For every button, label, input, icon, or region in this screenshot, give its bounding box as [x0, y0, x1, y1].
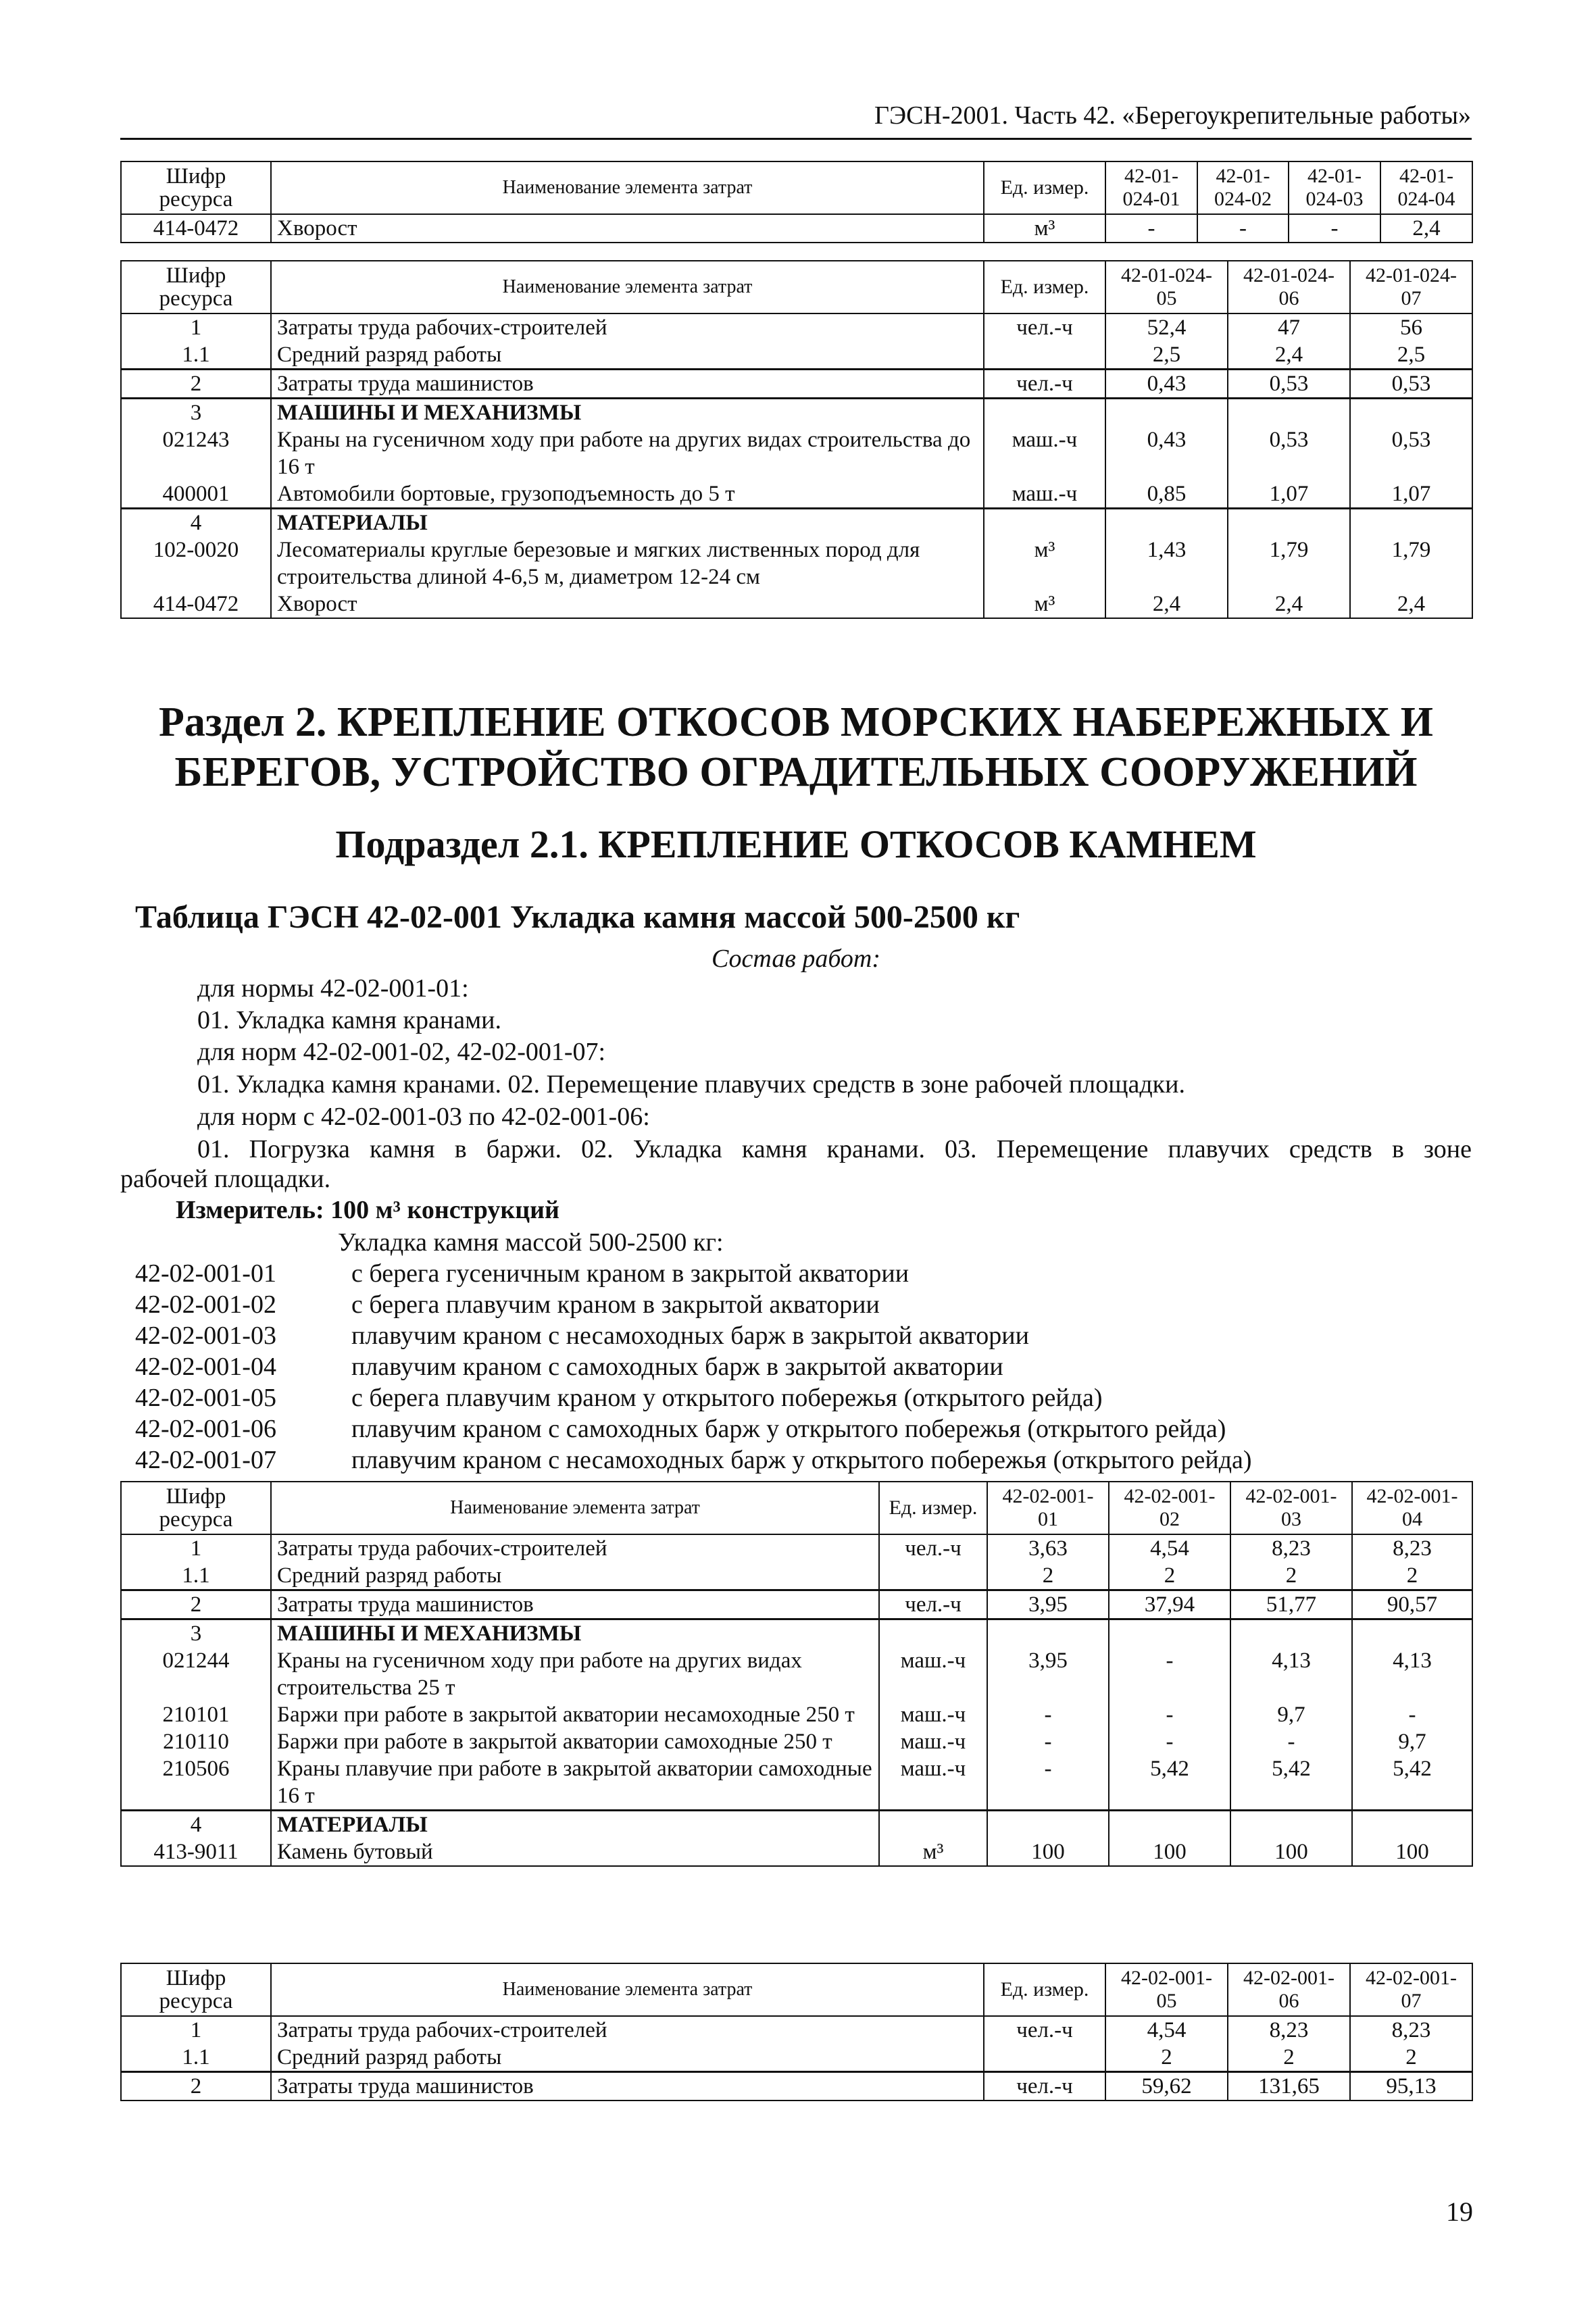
cell-value: 2 [1228, 2044, 1350, 2072]
table-row [121, 536, 1472, 590]
table-row [121, 2044, 1472, 2072]
cell-value [987, 1811, 1109, 1839]
cell-code: 1.1 [121, 2044, 271, 2072]
table-row [121, 1647, 1472, 1701]
norm-code: 42-02-001-04 [135, 1353, 276, 1381]
running-header: ГЭСН-2001. Часть 42. «Берегоукрепительные работы» [874, 101, 1471, 130]
cell-value: 3,95 [987, 1590, 1109, 1619]
cell-value: 1,79 [1228, 536, 1350, 590]
cell-value: - [987, 1728, 1109, 1755]
header-norm-column: 42-02-001-04 [1352, 1482, 1472, 1534]
cell-value: 2,5 [1350, 341, 1472, 370]
cell-unit [879, 1619, 987, 1648]
header-rule [120, 138, 1472, 140]
table-row [121, 2072, 1472, 2101]
work-operations-continued: рабочей площадки. [120, 1165, 331, 1193]
work-for-norm: для норм 42-02-001-02, 42-02-001-07: [197, 1038, 606, 1066]
cell-unit: чел.-ч [879, 1590, 987, 1619]
header-code: Шифр ресурса [121, 261, 271, 313]
work-composition-heading: Состав работ: [711, 945, 881, 973]
cell-name: Автомобили бортовые, грузоподъемность до 5 т [271, 480, 984, 509]
table-row [121, 1562, 1472, 1590]
cell-code: 2 [121, 2072, 271, 2101]
cell-value: 0,43 [1105, 426, 1228, 480]
header-norm-column: 42-02-001-01 [987, 1482, 1109, 1534]
header-code: Шифр ресурса [121, 161, 271, 214]
cell-value: 8,23 [1352, 1534, 1472, 1562]
cell-value: 37,94 [1109, 1590, 1230, 1619]
cell-unit: чел.-ч [879, 1534, 987, 1562]
norm-code: 42-02-001-05 [135, 1384, 276, 1412]
cell-unit: маш.-ч [984, 480, 1105, 509]
cell-value: - [1197, 214, 1289, 243]
header-code: Шифр ресурса [121, 1482, 271, 1534]
cell-value: 51,77 [1230, 1590, 1352, 1619]
cell-value [1350, 509, 1472, 537]
table-row [121, 1838, 1472, 1866]
cell-unit: м³ [879, 1838, 987, 1866]
cell-code: 414-0472 [121, 590, 271, 618]
cell-unit: маш.-ч [879, 1728, 987, 1755]
cell-value: 100 [1109, 1838, 1230, 1866]
cell-value: 0,53 [1228, 426, 1350, 480]
cell-value [1352, 1619, 1472, 1648]
table-row [121, 370, 1472, 399]
cell-value [1105, 399, 1228, 427]
cell-value: - [987, 1701, 1109, 1728]
cell-value [1109, 1811, 1230, 1839]
cell-name: Затраты труда машинистов [271, 2072, 984, 2101]
cell-value [1228, 399, 1350, 427]
norm-description: плавучим краном с самоходных барж у открытого побережья (открытого рейда) [351, 1415, 1226, 1443]
cell-name: Затраты труда машинистов [271, 1590, 879, 1619]
cell-code: 1 [121, 313, 271, 341]
cell-value: 4,54 [1109, 1534, 1230, 1562]
cell-value: 1,07 [1228, 480, 1350, 509]
cell-unit [879, 1811, 987, 1839]
cell-value: 2 [1105, 2044, 1228, 2072]
section-title-line2: БЕРЕГОВ, УСТРОЙСТВО ОГРАДИТЕЛЬНЫХ СООРУЖЕНИЙ [174, 749, 1418, 795]
cell-value: 3,63 [987, 1534, 1109, 1562]
cell-value [1352, 1811, 1472, 1839]
header-name: Наименование элемента затрат [271, 161, 984, 214]
work-for-norm: для норм с 42-02-001-03 по 42-02-001-06: [197, 1103, 650, 1131]
header-norm-column: 42-01-024-01 [1105, 161, 1197, 214]
cell-value: - [1109, 1701, 1230, 1728]
resource-table-a [120, 161, 1473, 243]
cell-value: 2 [1352, 1562, 1472, 1590]
cell-code: 1 [121, 2016, 271, 2044]
cell-code: 1.1 [121, 1562, 271, 1590]
cell-code: 413-9011 [121, 1838, 271, 1866]
work-operations: 01. Погрузка камня в баржи. 02. Укладка камня кранами. 03. Перемещение плавучих средств в зоне [197, 1135, 1472, 1163]
header-unit: Ед. измер. [984, 1963, 1105, 2016]
cell-unit: маш.-ч [879, 1647, 987, 1701]
table-row [121, 1534, 1472, 1562]
cell-name: Краны на гусеничном ходу при работе на других видах строительства 25 т [271, 1647, 879, 1701]
norm-description: плавучим краном с несамоходных барж в закрытой акватории [351, 1322, 1029, 1350]
header-name: Наименование элемента затрат [271, 1963, 984, 2016]
cell-value: - [1352, 1701, 1472, 1728]
cell-value: 100 [1352, 1838, 1472, 1866]
cell-value [1230, 1619, 1352, 1648]
cell-unit: чел.-ч [984, 2016, 1105, 2044]
header-unit: Ед. измер. [984, 261, 1105, 313]
cell-unit [879, 1562, 987, 1590]
header-code: Шифр ресурса [121, 1963, 271, 2016]
cell-name: Средний разряд работы [271, 341, 984, 370]
cell-name: Хворост [271, 214, 984, 243]
table-row [121, 590, 1472, 618]
cell-value [1105, 509, 1228, 537]
cell-unit: м³ [984, 214, 1105, 243]
cell-code: 414-0472 [121, 214, 271, 243]
cell-value: 59,62 [1105, 2072, 1228, 2101]
cell-code: 021244 [121, 1647, 271, 1701]
cell-unit: маш.-ч [984, 426, 1105, 480]
cell-value [1109, 1619, 1230, 1648]
cell-value: 47 [1228, 313, 1350, 341]
cell-code: 2 [121, 1590, 271, 1619]
cell-code: 4 [121, 509, 271, 537]
cell-value [1228, 509, 1350, 537]
cell-unit: м³ [984, 590, 1105, 618]
cell-value: 4,54 [1105, 2016, 1228, 2044]
cell-unit: чел.-ч [984, 313, 1105, 341]
cell-value: 1,79 [1350, 536, 1472, 590]
norm-description: с берега плавучим краном в закрытой акватории [351, 1290, 880, 1319]
subsection-title: Подраздел 2.1. КРЕПЛЕНИЕ ОТКОСОВ КАМНЕМ [335, 822, 1257, 866]
cell-value: 4,13 [1230, 1647, 1352, 1701]
cell-value: 100 [1230, 1838, 1352, 1866]
cell-value: 2 [1230, 1562, 1352, 1590]
cell-name: МАТЕРИАЛЫ [271, 1811, 879, 1839]
norm-description: с берега гусеничным краном в закрытой акватории [351, 1259, 909, 1288]
cell-value: - [1105, 214, 1197, 243]
header-norm-column: 42-02-001-02 [1109, 1482, 1230, 1534]
cell-value: 2,4 [1228, 341, 1350, 370]
cell-unit: маш.-ч [879, 1701, 987, 1728]
cell-value: 0,43 [1105, 370, 1228, 399]
cell-value [987, 1619, 1109, 1648]
cell-value: 0,85 [1105, 480, 1228, 509]
cell-name: Затраты труда рабочих-строителей [271, 1534, 879, 1562]
resource-table-d [120, 1963, 1473, 2101]
table-row [121, 1728, 1472, 1755]
cell-code: 1 [121, 1534, 271, 1562]
cell-name: МАТЕРИАЛЫ [271, 509, 984, 537]
header-norm-column: 42-01-024-03 [1289, 161, 1380, 214]
cell-code: 021243 [121, 426, 271, 480]
cell-code: 1.1 [121, 341, 271, 370]
norm-table-title: Таблица ГЭСН 42-02-001 Укладка камня массой 500-2500 кг [135, 899, 1020, 935]
resource-table-c [120, 1481, 1473, 1867]
measure-intro: Укладка камня массой 500-2500 кг: [338, 1228, 724, 1257]
cell-name: Лесоматериалы круглые березовые и мягких лиственных пород для строительства длиной 4-6,5 м, диаметром 12-24 см [271, 536, 984, 590]
header-norm-column: 42-01-024-02 [1197, 161, 1289, 214]
section-title-line1: Раздел 2. КРЕПЛЕНИЕ ОТКОСОВ МОРСКИХ НАБЕРЕЖНЫХ И [158, 699, 1433, 745]
page-number: 19 [1446, 2196, 1473, 2227]
header-name: Наименование элемента затрат [271, 1482, 879, 1534]
cell-value: 2 [987, 1562, 1109, 1590]
cell-value [1230, 1811, 1352, 1839]
table-row [121, 1755, 1472, 1811]
cell-value: - [1289, 214, 1380, 243]
cell-name: Хворост [271, 590, 984, 618]
cell-unit [984, 341, 1105, 370]
cell-name: Краны на гусеничном ходу при работе на других видах строительства до 16 т [271, 426, 984, 480]
cell-name: Камень бутовый [271, 1838, 879, 1866]
cell-value: 8,23 [1230, 1534, 1352, 1562]
norm-description: плавучим краном с самоходных барж в закрытой акватории [351, 1353, 1003, 1381]
cell-name: Баржи при работе в закрытой акватории самоходные 250 т [271, 1728, 879, 1755]
cell-value: 5,42 [1352, 1755, 1472, 1811]
cell-code: 210506 [121, 1755, 271, 1811]
table-row [121, 399, 1472, 427]
cell-value: - [1230, 1728, 1352, 1755]
cell-value: 0,53 [1350, 426, 1472, 480]
cell-value: 9,7 [1352, 1728, 1472, 1755]
cell-value: 2 [1350, 2044, 1472, 2072]
cell-unit: чел.-ч [984, 2072, 1105, 2101]
cell-name: МАШИНЫ И МЕХАНИЗМЫ [271, 1619, 879, 1648]
cell-value: 1,43 [1105, 536, 1228, 590]
header-name: Наименование элемента затрат [271, 261, 984, 313]
cell-value: - [987, 1755, 1109, 1811]
measure-unit: Измеритель: 100 м³ конструкций [176, 1196, 559, 1224]
cell-value: 0,53 [1228, 370, 1350, 399]
cell-unit: м³ [984, 536, 1105, 590]
table-row [121, 1619, 1472, 1648]
header-norm-column: 42-01-024-05 [1105, 261, 1228, 313]
cell-value: 2,4 [1380, 214, 1472, 243]
cell-name: МАШИНЫ И МЕХАНИЗМЫ [271, 399, 984, 427]
header-norm-column: 42-01-024-07 [1350, 261, 1472, 313]
work-for-norm: для нормы 42-02-001-01: [197, 974, 469, 1003]
header-unit: Ед. измер. [984, 161, 1105, 214]
norm-code: 42-02-001-03 [135, 1322, 276, 1350]
cell-unit [984, 2044, 1105, 2072]
cell-code: 3 [121, 399, 271, 427]
cell-value: - [1109, 1647, 1230, 1701]
cell-value: 2 [1109, 1562, 1230, 1590]
cell-name: Затраты труда рабочих-строителей [271, 313, 984, 341]
cell-code: 3 [121, 1619, 271, 1648]
table-row [121, 426, 1472, 480]
cell-value: 9,7 [1230, 1701, 1352, 1728]
cell-unit: маш.-ч [879, 1755, 987, 1811]
cell-value: 2,5 [1105, 341, 1228, 370]
norm-code: 42-02-001-07 [135, 1446, 276, 1474]
norm-code: 42-02-001-02 [135, 1290, 276, 1319]
cell-name: Затраты труда машинистов [271, 370, 984, 399]
cell-value: 0,53 [1350, 370, 1472, 399]
cell-code: 102-0020 [121, 536, 271, 590]
table-row [121, 1701, 1472, 1728]
cell-value: 8,23 [1228, 2016, 1350, 2044]
table-row [121, 2016, 1472, 2044]
cell-name: Затраты труда рабочих-строителей [271, 2016, 984, 2044]
cell-name: Средний разряд работы [271, 2044, 984, 2072]
resource-table-b [120, 260, 1473, 619]
header-norm-column: 42-02-001-05 [1105, 1963, 1228, 2016]
cell-value: 90,57 [1352, 1590, 1472, 1619]
cell-unit [984, 399, 1105, 427]
work-operations: 01. Укладка камня кранами. [197, 1006, 501, 1034]
cell-value: 5,42 [1230, 1755, 1352, 1811]
norm-code: 42-02-001-06 [135, 1415, 276, 1443]
cell-value: 2,4 [1350, 590, 1472, 618]
cell-value: 131,65 [1228, 2072, 1350, 2101]
cell-value: 3,95 [987, 1647, 1109, 1701]
norm-description: плавучим краном с несамоходных барж у открытого побережья (открытого рейда) [351, 1446, 1252, 1474]
cell-code: 4 [121, 1811, 271, 1839]
cell-value: - [1109, 1728, 1230, 1755]
cell-unit: чел.-ч [984, 370, 1105, 399]
work-operations: 01. Укладка камня кранами. 02. Перемещение плавучих средств в зоне рабочей площадки. [197, 1070, 1185, 1099]
cell-name: Средний разряд работы [271, 1562, 879, 1590]
cell-code: 210101 [121, 1701, 271, 1728]
cell-value: 2,4 [1228, 590, 1350, 618]
cell-code: 400001 [121, 480, 271, 509]
table-row [121, 1811, 1472, 1839]
cell-value: 8,23 [1350, 2016, 1472, 2044]
cell-unit [984, 509, 1105, 537]
cell-value: 2,4 [1105, 590, 1228, 618]
cell-value [1350, 399, 1472, 427]
norm-code: 42-02-001-01 [135, 1259, 276, 1288]
table-row [121, 480, 1472, 509]
header-norm-column: 42-02-001-06 [1228, 1963, 1350, 2016]
table-row [121, 214, 1472, 243]
header-unit: Ед. измер. [879, 1482, 987, 1534]
table-row [121, 1590, 1472, 1619]
cell-value: 95,13 [1350, 2072, 1472, 2101]
cell-value: 52,4 [1105, 313, 1228, 341]
table-row [121, 313, 1472, 341]
table-row [121, 509, 1472, 537]
cell-value: 1,07 [1350, 480, 1472, 509]
cell-value: 56 [1350, 313, 1472, 341]
header-norm-column: 42-01-024-04 [1380, 161, 1472, 214]
cell-value: 4,13 [1352, 1647, 1472, 1701]
table-row [121, 341, 1472, 370]
header-norm-column: 42-02-001-07 [1350, 1963, 1472, 2016]
cell-name: Баржи при работе в закрытой акватории несамоходные 250 т [271, 1701, 879, 1728]
cell-code: 210110 [121, 1728, 271, 1755]
cell-code: 2 [121, 370, 271, 399]
cell-value: 100 [987, 1838, 1109, 1866]
header-norm-column: 42-01-024-06 [1228, 261, 1350, 313]
cell-name: Краны плавучие при работе в закрытой акватории самоходные 16 т [271, 1755, 879, 1811]
cell-value: 5,42 [1109, 1755, 1230, 1811]
norm-description: с берега плавучим краном у открытого побережья (открытого рейда) [351, 1384, 1103, 1412]
header-norm-column: 42-02-001-03 [1230, 1482, 1352, 1534]
